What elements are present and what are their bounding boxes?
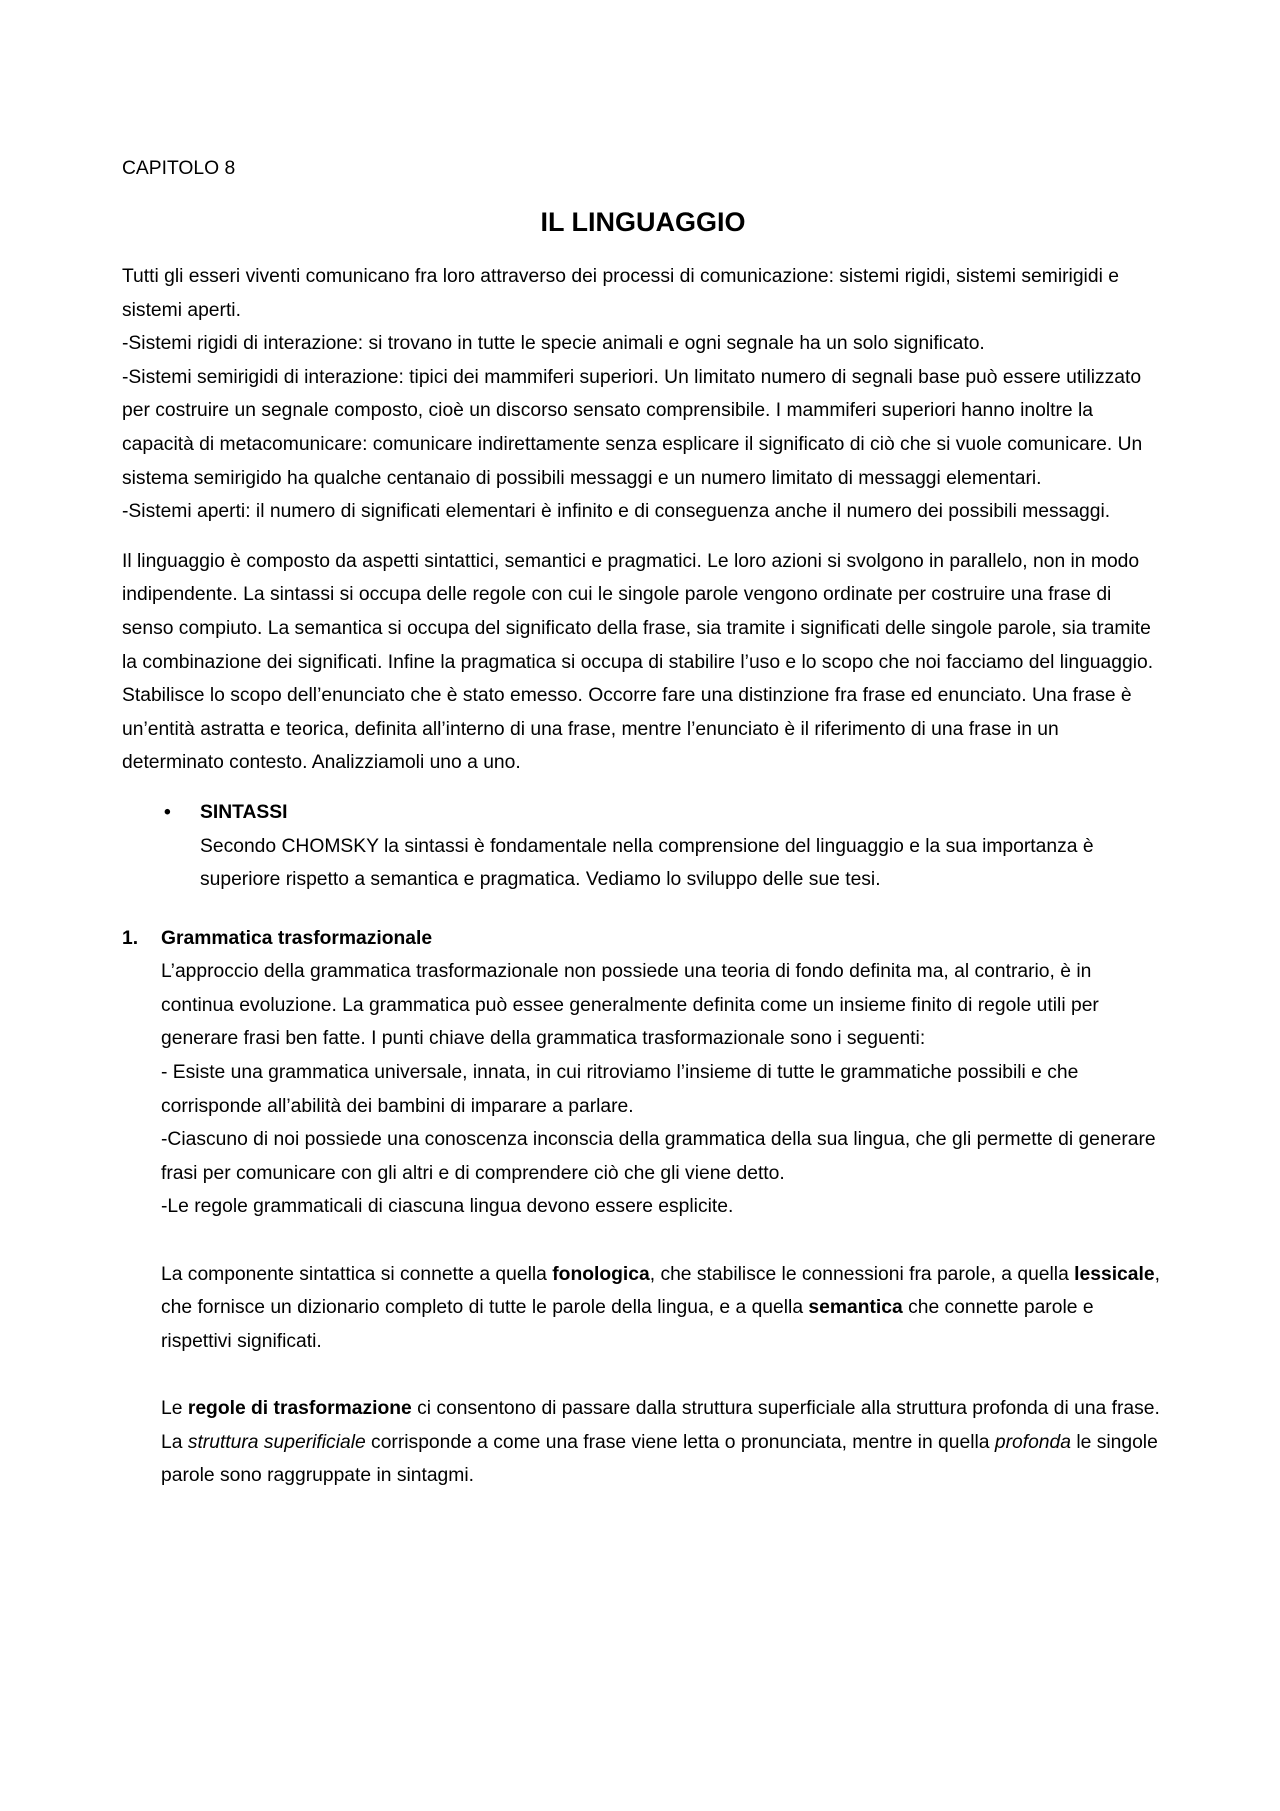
rules-paragraph	[161, 1392, 1162, 1493]
intro-line: Tutti gli esseri viventi comunicano fra loro attraverso dei processi di comunicazione: sistemi rigidi, sistemi semirigidi e sistemi aperti.	[122, 266, 1119, 321]
bullet-icon: •	[164, 801, 171, 823]
text-run: La componente sintattica si connette a quella	[161, 1263, 553, 1285]
blank-line	[161, 1224, 1162, 1258]
bold-term: semantica	[808, 1297, 903, 1319]
italic-term: profonda	[994, 1431, 1071, 1453]
bold-term: regole di trasformazione	[187, 1398, 412, 1419]
text-run: le singole parole sono raggruppate in sintagmi.	[161, 1431, 1158, 1487]
intro-paragraph	[122, 260, 1162, 529]
language-aspects-paragraph: Il linguaggio è composto da aspetti sintattici, semantici e pragmatici. Le loro azioni si svolgono in parallelo, non in modo indipendente. La sintassi si occupa delle regole con cui le singole parole vengono ordinate per costruire una frase di senso compiuto. La semantica si occupa del significato della frase, sia tramite i significati delle singole parole, sia tramite la combinazione dei significati. Infine la pragmatica si occupa di stabilire l’uso e lo scopo che noi facciamo del linguaggio. Stabilisce lo scopo dell’enunciato che è stato emesso. Occorre fare una distinzione fra frase ed enunciato. Una frase è un’entità astratta e teorica, definita all’interno di una frase, mentre l’enunciato è il riferimento di una frase in un determinato contesto. Analizziamoli uno a uno.	[122, 550, 1154, 774]
blank-line	[161, 1358, 1162, 1392]
section-point: -Le regole grammaticali di ciascuna lingua devono essere esplicite.	[161, 1196, 734, 1218]
intro-line: -Sistemi aperti: il numero di significati elementari è infinito e di conseguenza anche il numero dei possibili messaggi.	[122, 501, 1111, 523]
text-run: corrisponde a come una frase viene letta o pronunciata, mentre in quella	[365, 1431, 995, 1453]
bullet-text: Secondo CHOMSKY la sintassi è fondamentale nella comprensione del linguaggio e la sua importanza è superiore rispetto a semantica e pragmatica. Vediamo lo sviluppo delle sue tesi.	[200, 835, 1094, 891]
page-title: IL LINGUAGGIO	[540, 207, 746, 237]
bullet-heading: SINTASSI	[200, 801, 288, 823]
intro-line: -Sistemi rigidi di interazione: si trovano in tutte le specie animali e ogni segnale ha un solo significato.	[122, 333, 985, 355]
bold-term: fonologica	[552, 1263, 650, 1285]
section-point: -Ciascuno di noi possiede una conoscenza inconscia della grammatica della sua lingua, che gli permette di generare frasi per comunicare con gli altri e di comprendere ciò che gli viene detto.	[161, 1129, 1156, 1184]
components-paragraph	[161, 1258, 1162, 1359]
bold-term: lessicale	[1074, 1263, 1155, 1285]
numbered-item-1	[122, 922, 1162, 1493]
text-run: Le	[161, 1398, 188, 1419]
section-point: - Esiste una grammatica universale, innata, in cui ritroviamo l’insieme di tutte le grammatiche possibili e che corrisponde all’abilità dei bambini di imparare a parlare.	[161, 1062, 1079, 1117]
bullet-item-sintassi	[122, 796, 1162, 897]
list-number: 1.	[122, 927, 139, 949]
italic-term: struttura superificiale	[187, 1431, 366, 1453]
section-heading: Grammatica trasformazionale	[161, 927, 433, 949]
text-run: , che stabilisce le connessioni fra parole, a quella	[649, 1263, 1075, 1285]
text-run: , che fornisce un dizionario completo di tutte le parole della lingua, e a quella	[161, 1263, 1160, 1319]
document-body	[122, 152, 1162, 1493]
section-intro: L’approccio della grammatica trasformazionale non possiede una teoria di fondo definita ma, al contrario, è in continua evoluzione. La grammatica può essee generalmente definita come un insieme finito di regole utili per generare frasi ben fatte. I punti chiave della grammatica trasformazionale sono i seguenti:	[161, 961, 1099, 1050]
intro-line: -Sistemi semirigidi di interazione: tipici dei mammiferi superiori. Un limitato numero di segnali base può essere utilizzato per costruire un segnale composto, cioè un discorso sensato comprensibile. I mammiferi superiori hanno inoltre la capacità di metacomunicare: comunicare indirettamente senza esplicare il significato di ciò che si vuole comunicare. Un sistema semirigido ha qualche centanaio di possibili messaggi e un numero limitato di messaggi elementari.	[122, 366, 1143, 489]
text-run: che connette parole e rispettivi significati.	[161, 1297, 1094, 1352]
text-run: ci consentono di passare dalla struttura superficiale alla struttura profonda di una frase. La	[161, 1398, 1160, 1453]
chapter-label: CAPITOLO 8	[122, 158, 236, 179]
